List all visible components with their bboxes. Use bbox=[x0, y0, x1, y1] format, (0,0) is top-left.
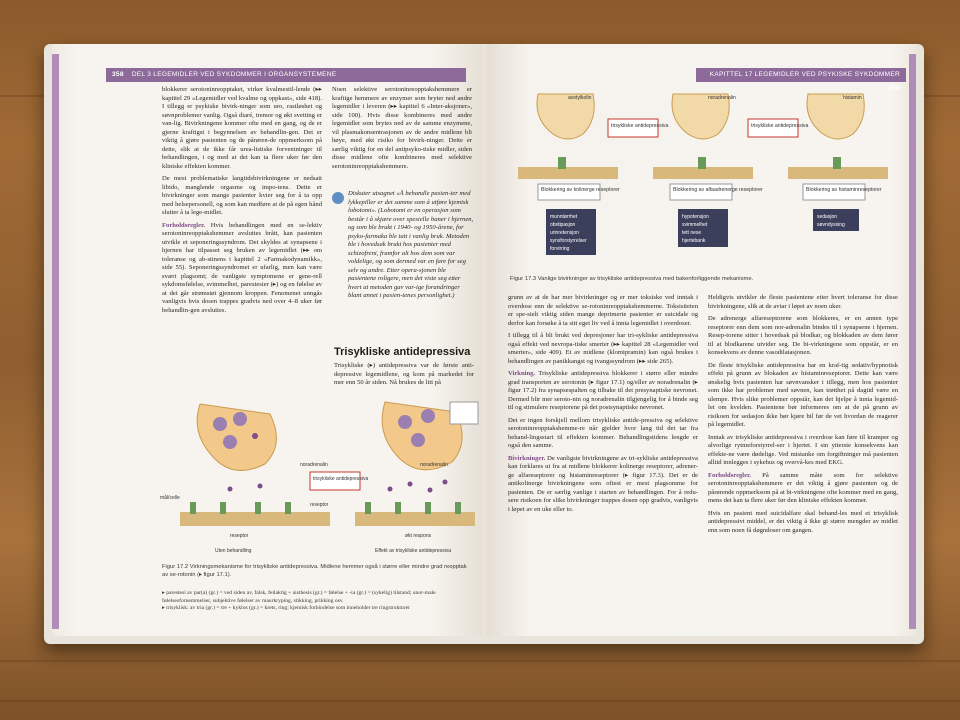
wood-grain bbox=[0, 700, 960, 702]
effect-item: sedasjon bbox=[817, 214, 838, 220]
effect-item: forvirring bbox=[550, 246, 570, 252]
left-column-1 bbox=[162, 86, 322, 319]
fig-title-treated: Effekt av trisykliske antidepressiva bbox=[375, 548, 452, 554]
right-header-title: KAPITTEL 17 LEGEMIDLER VED PSYKISKE SYKDOMMER bbox=[709, 71, 900, 78]
right-page bbox=[486, 44, 916, 636]
discussion-box: Diskuter utsagnet «Å behandle pasien-ter med lykkepiller er det samme som å utføre kjemisk lobotomi». (Lobotomi er en operasjon som består i å skjære over spesielle baner i hjernen, og som ble brukt i 1940- og 1950-årene, for psyko-farmaka ble tatt i vanlig bruk. Metoden ble i hovedsak brukt hos pasienter med schizofreni, framfor alt hos dem som var voldelige, og som dermed var en fare for seg selv og andre. Etter opera-sjonen ble pasientene roligere, men det viste seg etter hvert at metoden gav var-ige forandringer blant annet i pasien-tenes personlighet.) bbox=[348, 190, 474, 299]
left-running-header bbox=[106, 68, 466, 82]
paragraph-text: På samme måte som for selektive serotoninreopptakshemmere er det viktig å gjøre pasienten og de pårørende oppmerksom på at bi-virkningene ofte kommer med en gang, mens det kan ta flere uker før den kliniske effekten kommer. bbox=[708, 471, 898, 504]
section-heading: Trisykliske antidepressiva bbox=[334, 346, 471, 358]
section-intro bbox=[334, 362, 474, 392]
effect-item: tett nese bbox=[682, 230, 702, 236]
effect-item: urinretensjon bbox=[550, 230, 579, 236]
effect-item: hjertebank bbox=[682, 238, 706, 244]
right-running-header bbox=[696, 68, 906, 92]
paragraph: De mest problematiske langtidsbivirkningene er nedsatt libido, manglende orgasme og impo-tens. Dette er bivirkninger som mange pasienter kvier seg for å ta opp med helsepersonell, og som kan medføre at de på egen hånd slutter å ta lege-midlet. bbox=[162, 175, 322, 216]
wood-grain bbox=[0, 660, 960, 662]
figure-17-3 bbox=[498, 89, 898, 269]
drug-label: trisykliske antidepressiva bbox=[751, 123, 809, 129]
transmitter-label: histamin bbox=[843, 95, 862, 101]
paragraph: I tillegg til å bli brukt ved depresjoner har tri-sykliske antidepressiva også effekt ved nevropa-tiske smerter (▸▸ kapittel 28 «Legemidler ved smerter», side 409). Et av midlene (klomipramin) kan også brukes i behandlingen av panikkangst og tvangssyndrom (▸▸ side 265). bbox=[508, 332, 698, 365]
block-label: Blokkering av alfaadrenerge reseptorer bbox=[673, 187, 763, 193]
synapse-untreated bbox=[160, 404, 330, 554]
paragraph: Noen selektive serotoninreopptakshemmere er kraftige hemmere av enzymer som bryter ned andre legemidler i leveren (▸▸ kapittel 6 «Inter-aksjoner», side 100). Hvis disse kombineres med andre legemidler som brytes ned av de samme enzymene, vil plasmakonsentrasjonen av de andre midlene bli høye, med økt risiko for bivirk-ninger. Dette er særlig viktig for en del antipsyko-tiske midler, siden disse midlene ofte kombineres med selektive serotoninreopptakshemmere. bbox=[332, 86, 472, 170]
paragraph: Det er ingen forskjell mellom trisykliske antide-pressiva og selektive serotoninreopptakshemme-re når gjelder hvor lang tid det tar fra behand-lingsstart til effekten kommer. Behandlingstidens lengde er også den samme. bbox=[508, 416, 698, 449]
fig-label-noradrenalin-right: noradrenalin bbox=[420, 462, 448, 468]
fig-label-tca: trisykliske antidepressiva bbox=[313, 476, 369, 482]
figure-17-2 bbox=[160, 394, 480, 564]
effect-item: søvndyssing bbox=[817, 222, 845, 228]
block-label: Blokkering av kolinerge reseptorer bbox=[541, 187, 620, 193]
figure-caption: Figur 17.3 Vanlige bivirkninger av trisykliske antidepressiva med bakenforliggende mekanisme. bbox=[510, 276, 754, 282]
paragraph-text: Hvis behandlingen med en se-lektiv serotoninreopptakshemmer avsluttes brått, kan pasienten utvikle et seponeringssyndrom. Det skyldes at synapsene i hjernen har tilpasset seg bruken av legemidlet (▸▸ om toleranse og ab-stinens i kapittel 2 «Farmakodynamikk», side 55). Seponeringssyndromet er ufarlig, men kan være svært plagsomt; de vanligste symptomene er gene-rell sykdomsfølelse, svimmelhet, parestesier (▸) og en følelse av at det går strømstøt gjennom kroppen. Fenomenet unngås vanligvis hvis dosen trappes gradvis ned over 4–8 uker før behandlin-gen avsluttes. bbox=[162, 221, 322, 314]
runin-heading: Forholdsregler. bbox=[708, 471, 752, 479]
paragraph-text: Trisykliske antidepressiva blokkerer i større eller mindre grad transporten av serotonin (▸ figur 17.1) og/eller av noradrenalin (▸ figur 17.2) fra synapsespalten og tilbake til det presynaptiske nevronet. Dermed blir mer seroto-nin og noradrenalin tilgjengelig for å binde seg til og stimulere reseptorene på det postsynaptiske nevronet. bbox=[508, 370, 699, 411]
effect-item: hypotensjon bbox=[682, 214, 709, 220]
effect-item: munntørrhet bbox=[550, 214, 578, 220]
paragraph: De fleste trisykliske antidepressiva har en kraf-tig sedativ/hypnotisk effekt på grunn av blokaden av histaminreseptorer. Dette kan være ønskelig hvis pasienten har søvnvansker i tillegg, men hos pasienter som ikke har problemer med søvnen, kan trøtthet på dagtid være en ulempe. Hvis slike problemer oppstår, kan det hjelpe å innta legemid-let om kvelden. Pasientene bør informeres om at de på grunn av risikoen for sedasjon ikke bør kjøre bil før de vet hvordan de reagerer på legemidlet. bbox=[708, 361, 898, 428]
paragraph-text: De vanligste bivirkningene av tri-sykliske antidepressiva kan forklares ut fra at midlene blokkerer kolinerge reseptorer, adrener-ge alfareseptorer og histaminreseptorer (▸ figur 17.3). Det er de antikolinerge bivirkningene som oftest er mest plagsomme for pasienten. De er særlig vanlige i starten av behandlingen. For å redu-sere risikoen for slike bivirkninger trappes dosen opp gradvis, vanligvis i løpet av en uke eller to. bbox=[508, 454, 698, 513]
runin-heading: Virkning. bbox=[508, 370, 536, 377]
open-book bbox=[44, 44, 924, 644]
left-page bbox=[52, 44, 482, 636]
drug-label: trisykliske antidepressiva bbox=[611, 123, 669, 129]
footnote: ▸ trisyklisk: av tria (gr.) = tre + kyklos (gr.) = krets, ring; kjemisk forbindelse som inneholder tre ringstrukturer bbox=[162, 605, 410, 611]
fig-label-receptor-2: reseptor bbox=[230, 533, 249, 539]
panel-cholinergic bbox=[518, 94, 620, 255]
fig-label-increased-response: økt respons bbox=[405, 533, 432, 539]
panel-histamine bbox=[788, 94, 888, 231]
fig-title-untreated: Uten behandling bbox=[215, 548, 252, 554]
fig-label-receptor: reseptor bbox=[310, 502, 329, 508]
paragraph: Trisykliske (▸) antidepressiva var de første anti-depressive legemidlene, og kom på markedet for mer enn 50 år siden. Nå brukes de litt på bbox=[334, 362, 474, 386]
synapse-treated bbox=[310, 402, 478, 554]
figure-caption: Figur 17.2 Virkningsmekanisme for trisykliske antidepressiva. Midlene hemmer også i større eller mindre grad reopptak av se-rotonin (▸ figur 17.1). bbox=[162, 564, 467, 578]
effect-item: synsforstyrrelser bbox=[550, 238, 587, 244]
paragraph bbox=[508, 455, 698, 515]
right-column-2 bbox=[708, 294, 898, 539]
effect-item: svimmelhet bbox=[682, 222, 708, 228]
left-page-edge bbox=[52, 54, 59, 629]
footnotes bbox=[162, 590, 472, 613]
right-column-1 bbox=[508, 294, 698, 518]
effect-item: obstipasjon bbox=[550, 222, 576, 228]
paragraph: Inntak av trisykliske antidepressiva i overdose kan føre til kramper og alvorlige rytmeforstyrrel-ser i hjertet. I sin ytterste konsekvens kan effekte-ne være dødelige. Ved mistanke om forgiftninger må pasienten alltid innlegges i sykehus og overvå-kes med EKG. bbox=[708, 433, 898, 466]
runin-heading: Forholdsregler. bbox=[162, 221, 206, 229]
fig-label-noradrenalin: noradrenalin bbox=[300, 462, 328, 468]
transmitter-label: acetylkolin bbox=[568, 95, 592, 101]
right-page-number: 359 bbox=[888, 85, 900, 92]
paragraph: blokkerer serotoninreopptaket, virker kvalmestil-lende (▸▸ kapittel 29 «Legemidler ved kvalme og oppkast», side 418). I tillegg er psykiske bivirk-ninger som uro, rastløshet og søvnproblemer vanlig. Også diaré, tremor og økt svetting er van-lig. Bivirkningene kommer ofte med en gang, og de er gjerne kraftigst i begynnelsen av behandlin-gen. Det er viktig å gjøre pasienten og de pårøren-de oppmerksom på dette, slik at de ikke får urea-listiske forventninger til behandlingen, i og med at det kan ta flere uker før den kliniske effekten kommer. bbox=[162, 86, 322, 170]
paragraph bbox=[508, 370, 698, 413]
transmitter-label: noradrenalin bbox=[708, 95, 736, 101]
right-page-edge bbox=[909, 54, 916, 629]
discussion-icon bbox=[332, 192, 344, 204]
left-header-title: DEL 3 LEGEMIDLER VED SYKDOMMER I ORGANSYSTEMENE bbox=[131, 71, 337, 78]
fig-label-molecule: mål/celle bbox=[160, 495, 180, 501]
panel-adrenergic bbox=[653, 94, 763, 247]
paragraph: Hvis en pasient med suicidalfare skal behand-les med et trisyklisk antidepressivt middel, er det viktig å ikke gi større mengder av midlet enn som noen få døgndoser om gangen. bbox=[708, 509, 898, 534]
paragraph bbox=[162, 222, 322, 316]
paragraph bbox=[708, 472, 898, 506]
block-label: Blokkering av histaminreseptorer bbox=[806, 187, 882, 193]
runin-heading: Bivirkninger. bbox=[508, 454, 546, 462]
paragraph: De adrenerge alfareseptorene som blokkeres, er en annen type reseptorer enn dem som nor-adrenalin bindes til i synapsene i hjernen. Resep-torene sitter i hovedsak på blodkar, og blokkaden av dem fører til at blodkarene utvider seg. De bi-virkningene som oppstår, er en konsekvens av denne vasodilatasjonen. bbox=[708, 315, 898, 356]
paragraph: grunn av at de har mer bivirkninger og er mer toksiske ved inntak i overdose enn de selektive se-rotoninreopptakshemmerne. Toksisiteten er spe-sielt viktig siden mange deprimerte pasienter er suicidale og derfor kan forsøke å ta sitt eget liv ved å innta legemidlet i overdoser. bbox=[508, 294, 698, 327]
left-column-2 bbox=[332, 86, 472, 175]
left-page-number: 358 bbox=[112, 71, 124, 78]
paragraph: Heldigvis utvikler de fleste pasientene etter hvert toleranse for disse bivirkningene, slik at de avtar i løpet av noen uker. bbox=[708, 294, 898, 310]
footnote: ▸ parestesi av par(a) (gr.) = ved siden av, falsk, feilaktig + aisthesis (gr.) = følelse + -ia (gr.) = (sykelig) tilstand; unor-male følelsesfornemmelser, subjektive følelser av maurkryping, stikking, prikking osv. bbox=[162, 590, 436, 604]
